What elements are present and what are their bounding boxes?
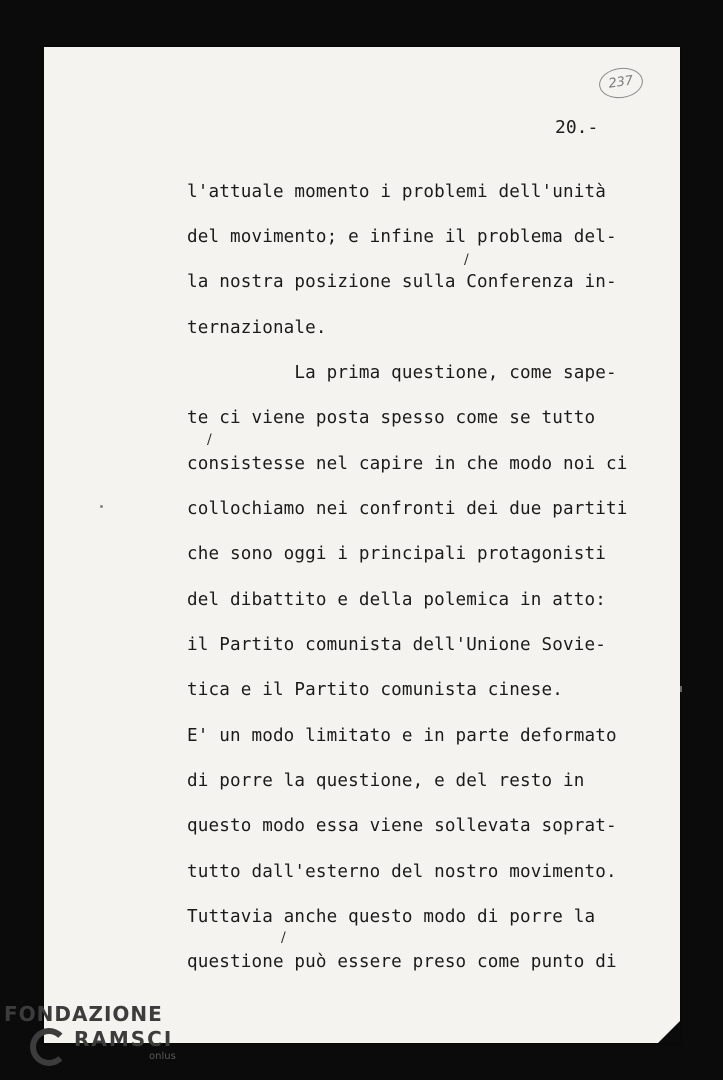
text-line: collochiamo nei confronti dei due partiti bbox=[187, 499, 628, 519]
text-line: E' un modo limitato e in parte deformato bbox=[187, 726, 617, 746]
paper-speck bbox=[100, 505, 103, 508]
text-line: la nostra posizione sulla Conferenza in- bbox=[187, 272, 617, 292]
text-line: l'attuale momento i problemi dell'unità bbox=[187, 182, 606, 202]
text-line: di porre la questione, e del resto in bbox=[187, 771, 585, 791]
text-line: consistesse nel capire in che modo noi ci bbox=[187, 454, 628, 474]
text-line: tica e il Partito comunista cinese. bbox=[187, 680, 563, 700]
text-line: te ci viene posta spesso come se tutto bbox=[187, 408, 596, 428]
text-line: questo modo essa viene sollevata soprat- bbox=[187, 816, 617, 836]
text-line: del movimento; e infine il problema del- bbox=[187, 227, 617, 247]
text-line: ternazionale. bbox=[187, 318, 327, 338]
page-number: 20.- bbox=[555, 117, 599, 138]
watermark-line-1: FONDAZIONE bbox=[4, 1002, 163, 1026]
text-line: Tuttavia anche questo modo di porre la bbox=[187, 907, 596, 927]
text-line: il Partito comunista dell'Unione Sovie- bbox=[187, 635, 606, 655]
text-line: del dibattito e della polemica in atto: bbox=[187, 590, 606, 610]
foundation-watermark bbox=[4, 1002, 204, 1080]
handwritten-comma-mark: / bbox=[464, 252, 469, 268]
handwritten-comma-mark: / bbox=[281, 930, 286, 946]
archive-number-stamp: 237 bbox=[597, 65, 645, 101]
watermark-line-2: RAMSCI bbox=[74, 1027, 174, 1051]
watermark-g-logo-icon bbox=[30, 1028, 68, 1066]
text-line: questione può essere preso come punto di bbox=[187, 952, 617, 972]
watermark-line-3: onlus bbox=[149, 1051, 176, 1062]
edge-mark bbox=[680, 686, 682, 692]
text-line: che sono oggi i principali protagonisti bbox=[187, 544, 606, 564]
text-line: La prima questione, come sape- bbox=[187, 363, 617, 383]
text-line: tutto dall'esterno del nostro movimento. bbox=[187, 862, 617, 882]
handwritten-comma-mark: / bbox=[207, 432, 212, 448]
